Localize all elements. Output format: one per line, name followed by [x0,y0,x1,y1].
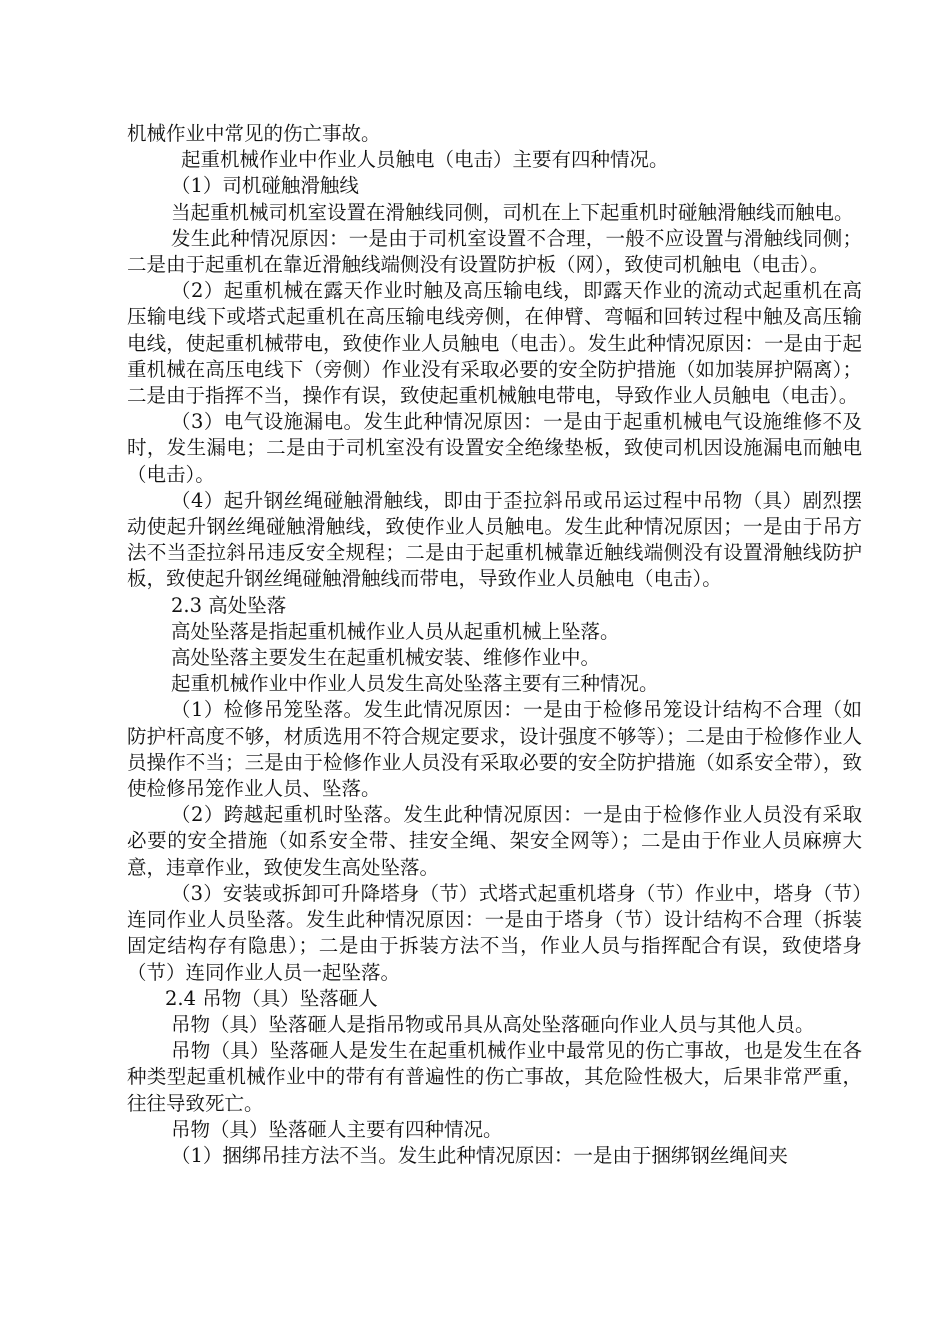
paragraph: 起重机械作业中作业人员触电（电击）主要有四种情况。 [181,148,669,172]
paragraph: （3）安装或拆卸可升降塔身（节）式塔式起重机塔身（节）作业中，塔身（节）连同作业人员坠落。发生此种情况原因：一是由于塔身（节）设计结构不合理（拆装固定结构存有隐患）；二是由于拆装方法不当，作业人员与指挥配合有误，致使塔身（节）连同作业人员一起坠落。 [127,881,862,984]
paragraph: （1）检修吊笼坠落。发生此情况原因：一是由于检修吊笼设计结构不合理（如防护杆高度不够，材质选用不符合规定要求，设计强度不够等）；二是由于检修作业人员操作不当；三是由于检修作业人员没有采取必要的安全防护措施（如系安全带），致使检修吊笼作业人员、坠落。 [127,698,862,801]
paragraph: 高处坠落主要发生在起重机械安装、维修作业中。 [171,646,601,670]
paragraph: （3）电气设施漏电。发生此种情况原因：一是由于起重机械电气设施维修不及时，发生漏电；二是由于司机室没有设置安全绝缘垫板，致使司机因设施漏电而触电（电击）。 [127,410,862,486]
paragraph: 吊物（具）坠落砸人主要有四种情况。 [171,1117,503,1141]
section-heading: 2.4 吊物（具）坠落砸人 [165,986,378,1010]
paragraph: 发生此种情况原因：一是由于司机室设置不合理，一般不应设置与滑触线同侧；二是由于起重机在靠近滑触线端侧没有设置防护板（网），致使司机触电（电击）。 [127,226,862,277]
paragraph: （2）起重机械在露天作业时触及高压输电线，即露天作业的流动式起重机在高压输电线下或塔式起重机在高压输电线旁侧，在伸臂、弯幅和回转过程中触及高压输电线，使起重机械带电，致使作业人员触电（电击）。发生此种情况原因：一是由于起重机械在高压电线下（旁侧）作业没有采取必要的安全防护措施（如加装屏护隔离）；二是由于指挥不当，操作有误，致使起重机械触电带电，导致作业人员触电（电击）。 [127,279,862,408]
paragraph: 当起重机械司机室设置在滑触线同侧，司机在上下起重机时碰触滑触线而触电。 [171,200,854,224]
paragraph: （1）捆绑吊挂方法不当。发生此种情况原因：一是由于捆绑钢丝绳间夹 [171,1143,788,1167]
section-heading: 2.3 高处坠落 [171,593,287,617]
paragraph: （2）跨越起重机时坠落。发生此种情况原因：一是由于检修作业人员没有采取必要的安全措施（如系安全带、挂安全绳、架安全网等）；二是由于作业人员麻痹大意，违章作业，致使发生高处坠落。 [127,803,862,879]
paragraph: 高处坠落是指起重机械作业人员从起重机械上坠落。 [171,619,620,643]
paragraph: 吊物（具）坠落砸人是发生在起重机械作业中最常见的伤亡事故，也是发生在各种类型起重机械作业中的带有有普遍性的伤亡事故，其危险性极大，后果非常严重，往往导致死亡。 [127,1039,862,1115]
paragraph: 吊物（具）坠落砸人是指吊物或吊具从高处坠落砸向作业人员与其他人员。 [171,1012,815,1036]
paragraph: （1）司机碰触滑触线 [171,174,359,198]
paragraph: 机械作业中常见的伤亡事故。 [127,122,381,145]
document-body [127,121,862,1169]
paragraph: 起重机械作业中作业人员发生高处坠落主要有三种情况。 [171,672,659,696]
paragraph: （4）起升钢丝绳碰触滑触线，即由于歪拉斜吊或吊运过程中吊物（具）剧烈摆动使起升钢丝绳碰触滑触线，致使作业人员触电。发生此种情况原因；一是由于吊方法不当歪拉斜吊违反安全规程；二是由于起重机械靠近触线端侧没有设置滑触线防护板，致使起升钢丝绳碰触滑触线而带电，导致作业人员触电（电击）。 [127,488,862,591]
